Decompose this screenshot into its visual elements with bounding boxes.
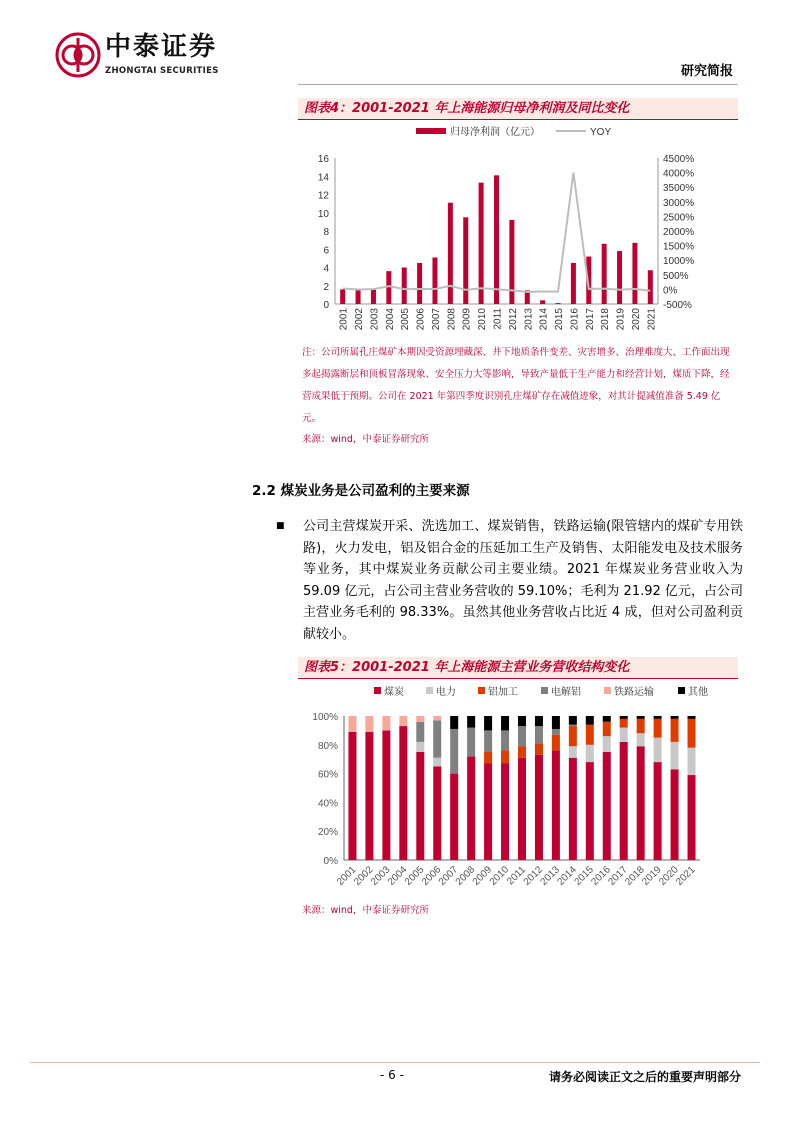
bar-segment [450, 729, 458, 774]
figure4-source: 来源：wind，中泰证券研究所 [302, 434, 429, 445]
bar-segment [399, 716, 407, 726]
footer-divider [30, 1062, 760, 1063]
bar-segment [637, 746, 645, 860]
bar-segment [501, 730, 509, 750]
bar-segment [688, 719, 696, 748]
bar-segment [433, 720, 441, 757]
bar-segment [603, 736, 611, 752]
bar-profit [371, 288, 376, 304]
bar-segment [603, 716, 611, 722]
x-tick-label: 2003 [368, 864, 393, 888]
x-tick-label: 2010 [477, 308, 489, 331]
logo-text: 中泰证券 [105, 32, 218, 62]
x-tick-label: 2013 [538, 864, 563, 888]
bar-profit [632, 243, 637, 304]
legend-swatch [604, 687, 611, 694]
y-tick-label: 14 [317, 172, 329, 184]
bar-segment [637, 716, 645, 719]
bar-segment [569, 716, 577, 725]
bar-segment [552, 751, 560, 860]
bar-segment [518, 746, 526, 758]
bar-segment [654, 738, 662, 762]
bar-segment [671, 769, 679, 860]
bar-segment [535, 726, 543, 743]
x-tick-label: 2008 [446, 308, 458, 331]
x-tick-label: 2005 [400, 308, 412, 331]
y2-tick-label: 2500% [663, 212, 695, 224]
x-tick-label: 2006 [415, 308, 427, 331]
bar-segment [484, 730, 492, 752]
logo-mark [55, 32, 101, 78]
bar-segment [688, 748, 696, 775]
legend-swatch-profit [416, 128, 446, 134]
y-tick-label: 4 [323, 263, 329, 275]
x-tick-label: 2021 [674, 864, 698, 888]
y2-tick-label: 4500% [663, 154, 695, 165]
x-tick-label: 2017 [606, 864, 630, 888]
y-tick-label: 100% [312, 712, 338, 723]
y2-tick-label: 2000% [663, 227, 695, 238]
x-tick-label: 2001 [335, 864, 359, 888]
y-tick-label: 16 [317, 154, 329, 165]
y-tick-label: 40% [317, 798, 338, 810]
x-tick-label: 2021 [646, 308, 658, 331]
bar-segment [467, 716, 475, 728]
bar-profit [556, 303, 561, 304]
section-heading: 2.2 煤炭业务是公司盈利的主要来源 [252, 483, 470, 499]
x-tick-label: 2020 [630, 308, 642, 331]
bar-segment [603, 752, 611, 860]
bar-profit [432, 257, 437, 304]
bar-segment [518, 716, 526, 726]
x-tick-label: 2004 [384, 308, 396, 331]
bar-segment [620, 719, 628, 728]
bar-segment [569, 758, 577, 860]
figure4-chart [298, 120, 738, 342]
header-divider [298, 84, 738, 85]
bar-segment [365, 716, 373, 732]
x-tick-label: 2019 [615, 308, 627, 331]
x-tick-label: 2011 [492, 308, 504, 330]
x-tick-label: 2015 [572, 864, 596, 888]
legend-swatch [478, 687, 485, 694]
x-tick-label: 2009 [461, 308, 473, 331]
legend-label: 电力 [436, 687, 456, 698]
x-tick-label: 2002 [352, 864, 376, 888]
bar-segment [416, 722, 424, 742]
x-tick-label: 2014 [538, 308, 550, 331]
bar-profit [417, 263, 422, 304]
x-tick-label: 2002 [354, 308, 366, 331]
bar-segment [671, 716, 679, 719]
bar-profit [448, 203, 453, 304]
x-tick-label: 2007 [436, 864, 461, 888]
x-tick-label: 2006 [419, 864, 444, 888]
bar-profit [540, 300, 545, 304]
legend-label: 铝加工 [488, 687, 518, 698]
logo-subtext: ZHONGTAI SECURITIES [105, 66, 219, 76]
y2-tick-label: 4000% [663, 168, 695, 180]
bar-segment [484, 764, 492, 860]
x-tick-label: 2016 [589, 864, 613, 888]
y2-tick-label: 3000% [663, 197, 695, 209]
legend-swatch [426, 687, 433, 694]
y2-tick-label: 1000% [663, 256, 695, 268]
bar-segment [688, 775, 696, 860]
bar-profit [571, 263, 576, 304]
bar-segment [552, 735, 560, 751]
bar-segment [484, 716, 492, 730]
legend-swatch [541, 687, 548, 694]
bar-segment [620, 716, 628, 719]
y-tick-label: 80% [317, 740, 338, 752]
bar-segment [416, 742, 424, 752]
bar-segment [450, 774, 458, 860]
bar-segment [382, 730, 390, 860]
x-tick-label: 2015 [554, 308, 566, 331]
x-tick-label: 2001 [338, 308, 350, 331]
bar-segment [654, 716, 662, 719]
bar-segment [365, 732, 373, 860]
x-tick-label: 2018 [623, 864, 647, 888]
x-tick-label: 2007 [430, 308, 442, 331]
x-tick-label: 2018 [600, 308, 612, 331]
bar-profit [602, 244, 607, 304]
y-tick-label: 12 [317, 190, 329, 202]
bar-segment [569, 725, 577, 726]
bar-segment [501, 764, 509, 860]
x-tick-label: 2005 [402, 864, 427, 888]
bullet-item [276, 516, 743, 645]
x-tick-label: 2003 [369, 308, 381, 331]
y-tick-label: 8 [323, 227, 329, 238]
y2-tick-label: 500% [663, 270, 689, 282]
legend-swatch [374, 687, 381, 694]
legend-label: 其他 [688, 687, 708, 698]
bar-segment [518, 726, 526, 746]
bar-segment [671, 719, 679, 742]
bar-segment [637, 733, 645, 746]
bar-segment [586, 725, 594, 745]
bar-segment [501, 751, 509, 764]
bar-segment [399, 726, 407, 860]
y-tick-label: 0% [323, 856, 338, 867]
x-tick-label: 2008 [453, 864, 478, 888]
y-tick-label: 10 [317, 208, 329, 220]
y2-tick-label: 3500% [663, 183, 695, 195]
bar-segment [416, 716, 424, 722]
doc-type: 研究简报 [680, 64, 733, 79]
page-number: - 6 - [380, 1068, 404, 1082]
bar-profit [356, 290, 361, 304]
y-tick-label: 60% [317, 769, 338, 781]
bar-profit [617, 251, 622, 304]
bar-segment [416, 752, 424, 860]
bar-segment [637, 719, 645, 733]
x-tick-label: 2014 [555, 864, 579, 888]
figure4-title: 图表4：2001-2021 年上海能源归母净利润及同比变化 [298, 98, 738, 120]
bar-segment [484, 752, 492, 764]
x-tick-label: 2012 [507, 308, 519, 331]
x-tick-label: 2016 [569, 308, 581, 331]
bar-segment [603, 722, 611, 736]
bar-segment [654, 762, 662, 860]
y2-tick-label: -500% [663, 300, 692, 311]
bar-segment [518, 758, 526, 860]
main-column [252, 98, 743, 919]
bar-segment [552, 716, 560, 729]
x-tick-label: 2012 [521, 864, 546, 888]
bar-segment [501, 716, 509, 730]
bar-segment [535, 743, 543, 755]
legend-label: 电解铝 [551, 687, 581, 698]
x-tick-label: 2017 [584, 308, 596, 331]
bar-segment [467, 756, 475, 860]
x-tick-label: 2019 [640, 864, 664, 888]
section-paragraph: 公司主营煤炭开采、洗选加工、煤炭销售，铁路运输(限管辖内的煤矿专用铁路)，火力发电，铝及铝合金的压延加工生产及销售、太阳能发电及技术服务等业务，其中煤炭业务贡献公司主要业绩。2021 年煤炭业务营业收入为 59.09 亿元，占公司主营业务营收的 59.10%；毛利为 21.92 亿元，占公司主营业务毛利的 98.33%。虽然其他业务营收占比近 4 成，但对公司盈利贡献较小。 [303, 519, 743, 642]
x-tick-label: 2011 [505, 864, 529, 888]
y-tick-label: 0 [323, 300, 329, 311]
bar-segment [382, 716, 390, 730]
y-tick-label: 6 [323, 245, 329, 257]
figure4-note: 注：公司所属孔庄煤矿本期因受资源埋藏深、井下地质条件变差、灾害增多、治理难度大、工作面出现多起揭露断层和顶板冒落现象、安全压力大等影响，导致产量低于生产能力和经营计划，煤质下降，经营成果低于预期。公司在 2021 年第四季度识别孔庄煤矿存在减值迹象，对其计提减值准备 5.49 亿元。 [302, 347, 730, 424]
bar-segment [433, 766, 441, 860]
bar-segment [569, 746, 577, 758]
bar-segment [450, 716, 458, 729]
bar-segment [671, 742, 679, 769]
x-tick-label: 2013 [523, 308, 535, 331]
bar-segment [586, 716, 594, 725]
bar-segment [348, 716, 356, 732]
bar-segment [535, 755, 543, 860]
x-tick-label: 2009 [470, 864, 495, 888]
bar-segment [467, 728, 475, 757]
bar-segment [586, 762, 594, 860]
y2-tick-label: 1500% [663, 241, 695, 253]
bar-profit [479, 183, 484, 304]
bar-profit [494, 175, 499, 304]
y-tick-label: 2 [323, 281, 329, 293]
bar-segment [552, 729, 560, 735]
y2-tick-label: 0% [663, 285, 678, 297]
bullet-square-icon: ■ [276, 521, 285, 531]
legend-label: 煤炭 [384, 687, 404, 698]
x-tick-label: 2004 [385, 864, 410, 888]
bar-segment [348, 732, 356, 860]
legend-label-profit: 归母净利润（亿元） [450, 127, 540, 138]
x-tick-label: 2020 [657, 864, 681, 888]
bar-profit [463, 217, 468, 304]
bar-segment [569, 726, 577, 746]
bar-segment [433, 758, 441, 767]
bar-segment [688, 716, 696, 719]
figure5-title: 图表5：2001-2021 年上海能源主营业务营收结构变化 [298, 657, 738, 679]
bar-segment [586, 745, 594, 762]
bar-profit [648, 270, 653, 304]
bar-segment [620, 742, 628, 860]
bar-segment [433, 716, 441, 720]
figure5-chart [298, 679, 738, 901]
y-tick-label: 20% [317, 827, 338, 839]
figure5-source: 来源：wind，中泰证券研究所 [302, 905, 429, 916]
legend-label: 铁路运输 [614, 687, 654, 698]
legend-label-yoy: YOY [590, 127, 612, 138]
bar-segment [535, 716, 543, 726]
x-tick-label: 2010 [487, 864, 512, 888]
bar-profit [402, 268, 407, 305]
bar-profit [386, 271, 391, 304]
bar-segment [654, 719, 662, 738]
footer-disclaimer: 请务必阅读正文之后的重要声明部分 [548, 1070, 741, 1084]
legend-swatch [678, 687, 685, 694]
bar-segment [620, 728, 628, 742]
bar-profit [340, 289, 345, 304]
